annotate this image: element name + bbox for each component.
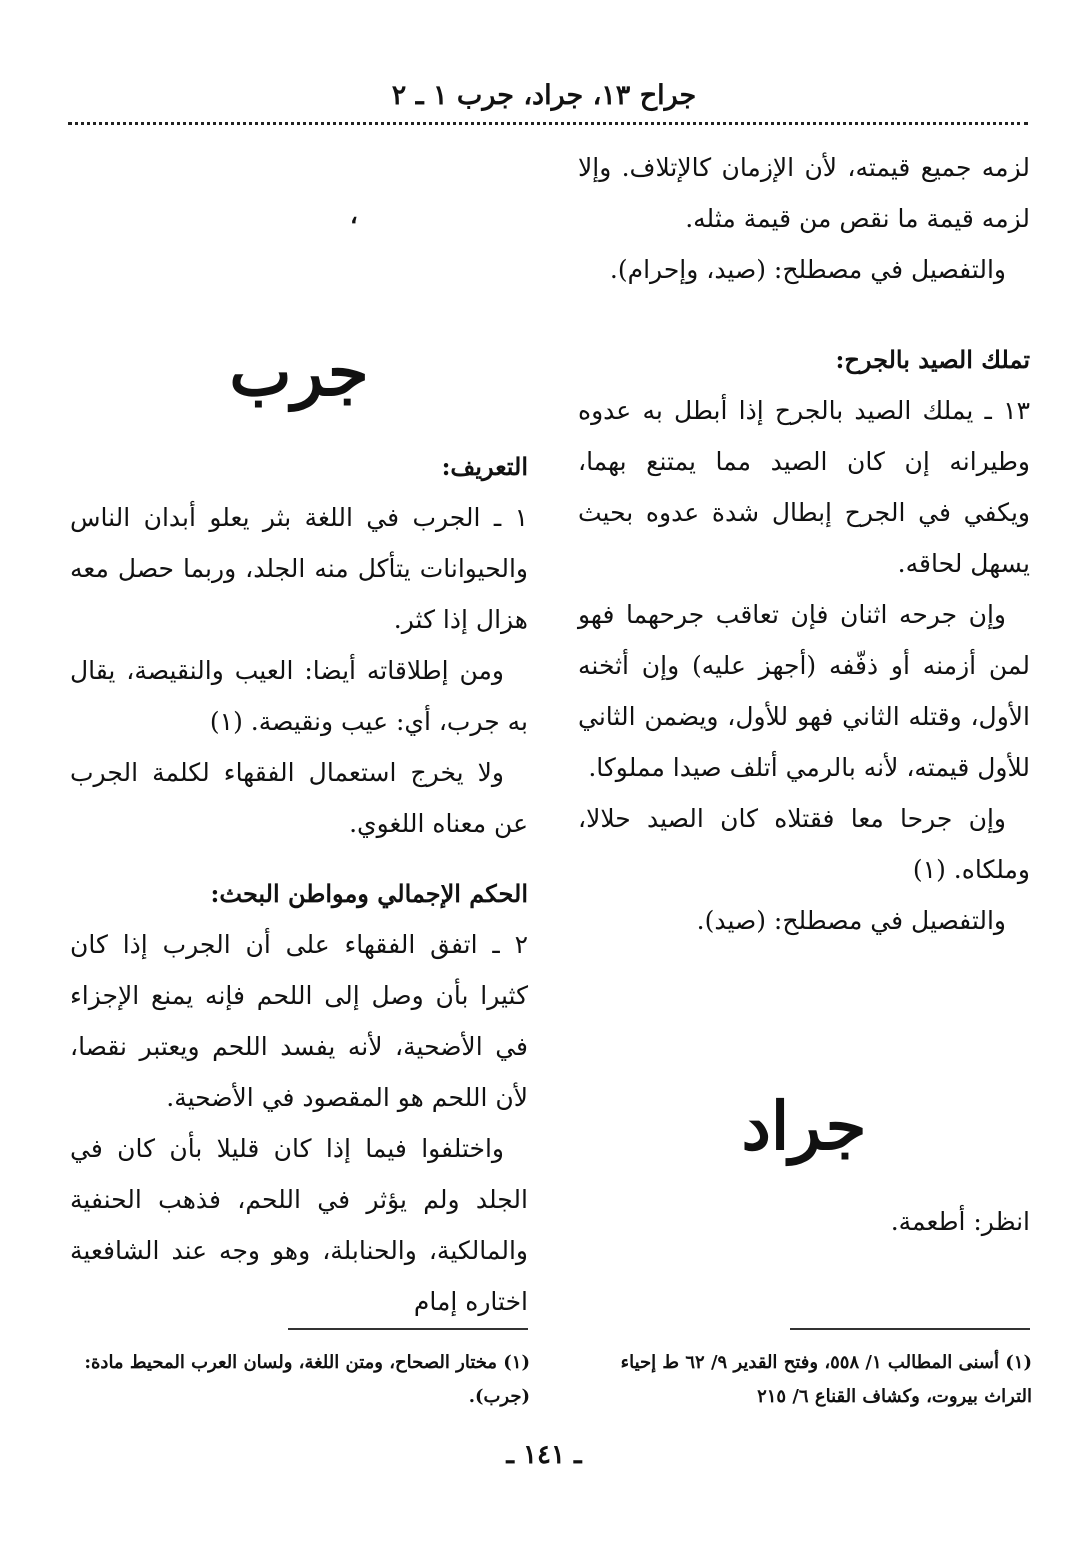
footnote-divider — [790, 1328, 1030, 1330]
paragraph: ١٣ ـ يملك الصيد بالجرح إذا أبطل به عدوه وطيرانه إن كان الصيد مما يمتنع بهما، ويكفي في الجرح إبطال شدة عدوه بحيث يسهل لحاقه. — [578, 396, 1030, 578]
spacer — [70, 142, 528, 322]
spacer — [578, 295, 1030, 335]
paragraph: لزمه جميع قيمته، لأن الإزمان كالإتلاف. وإلا لزمه قيمة ما نقص من قيمة مثله. — [578, 153, 1030, 233]
margin-mark: ، — [350, 200, 358, 229]
paragraph: وإن جرحه اثنان فإن تعاقب جرحهما فهو لمن أزمنه أو ذفّفه (أجهز عليه) وإن أثخنه الأول، وقتله الثاني فهو للأول، ويضمن الثاني للأول قيمته، لأنه بالرمي أتلف صيدا مملوكا. — [578, 600, 1030, 782]
section-heading: تملك الصيد بالجرح: — [835, 345, 1030, 374]
spacer — [578, 1176, 1030, 1196]
paragraph: ١ ـ الجرب في اللغة بثر يعلو أبدان الناس والحيوانات يتأكل منه الجلد، وربما حصل معه هزال إذا كثر. — [70, 503, 528, 634]
footnote: (١) أسنى المطالب ١/ ٥٥٨، وفتح القدير ٩/ ٦٢ ط إحياء التراث بيروت، وكشاف القناع ٦/ ٢١٥ — [620, 1352, 1032, 1407]
paragraph: وإن جرحا معا فقتلاه كان الصيد حلالا، وملكاه. (١) — [578, 804, 1030, 884]
page-header: جراح ١٣، جراد، جرب ١ ـ ٢ — [391, 80, 697, 111]
footnote: (١) مختار الصحاح، ومتن اللغة، ولسان العرب المحيط مادة: (جرب). — [84, 1352, 530, 1407]
entry-title: جراد — [741, 1087, 867, 1165]
right-column — [578, 142, 1030, 1247]
footnote-divider — [288, 1328, 528, 1330]
paragraph: ٢ ـ اتفق الفقهاء على أن الجرب إذا كان كثيرا بأن وصل إلى اللحم فإنه يمنع الإجزاء في الأضحية، لأنه يفسد اللحم ويعتبر نقصا، لأن اللحم هو المقصود في الأضحية. — [70, 930, 528, 1112]
entry-title: جرب — [229, 333, 369, 411]
section-heading: التعريف: — [441, 452, 528, 481]
paragraph: والتفصيل في مصطلح: (صيد). — [696, 906, 1006, 935]
section-heading: الحكم الإجمالي ومواطن البحث: — [210, 879, 528, 908]
spacer — [578, 946, 1030, 1076]
spacer — [70, 422, 528, 442]
paragraph: انظر: أطعمة. — [890, 1207, 1030, 1236]
header-divider — [68, 122, 1028, 125]
paragraph: ومن إطلاقاته أيضا: العيب والنقيصة، يقال به جرب، أي: عيب ونقيصة. (١) — [70, 656, 528, 736]
paragraph: واختلفوا فيما إذا كان قليلا بأن كان في الجلد ولم يؤثر في اللحم، فذهب الحنفية والمالكية، والحنابلة، وهو وجه عند الشافعية اختاره إمام — [70, 1134, 528, 1316]
paragraph: ولا يخرج استعمال الفقهاء لكلمة الجرب عن معناه اللغوي. — [70, 758, 528, 838]
paragraph: والتفصيل في مصطلح: (صيد، وإحرام). — [609, 255, 1006, 284]
spacer — [70, 849, 528, 869]
page-number: ـ ١٤١ ـ — [506, 1440, 582, 1470]
left-column — [70, 142, 528, 1327]
